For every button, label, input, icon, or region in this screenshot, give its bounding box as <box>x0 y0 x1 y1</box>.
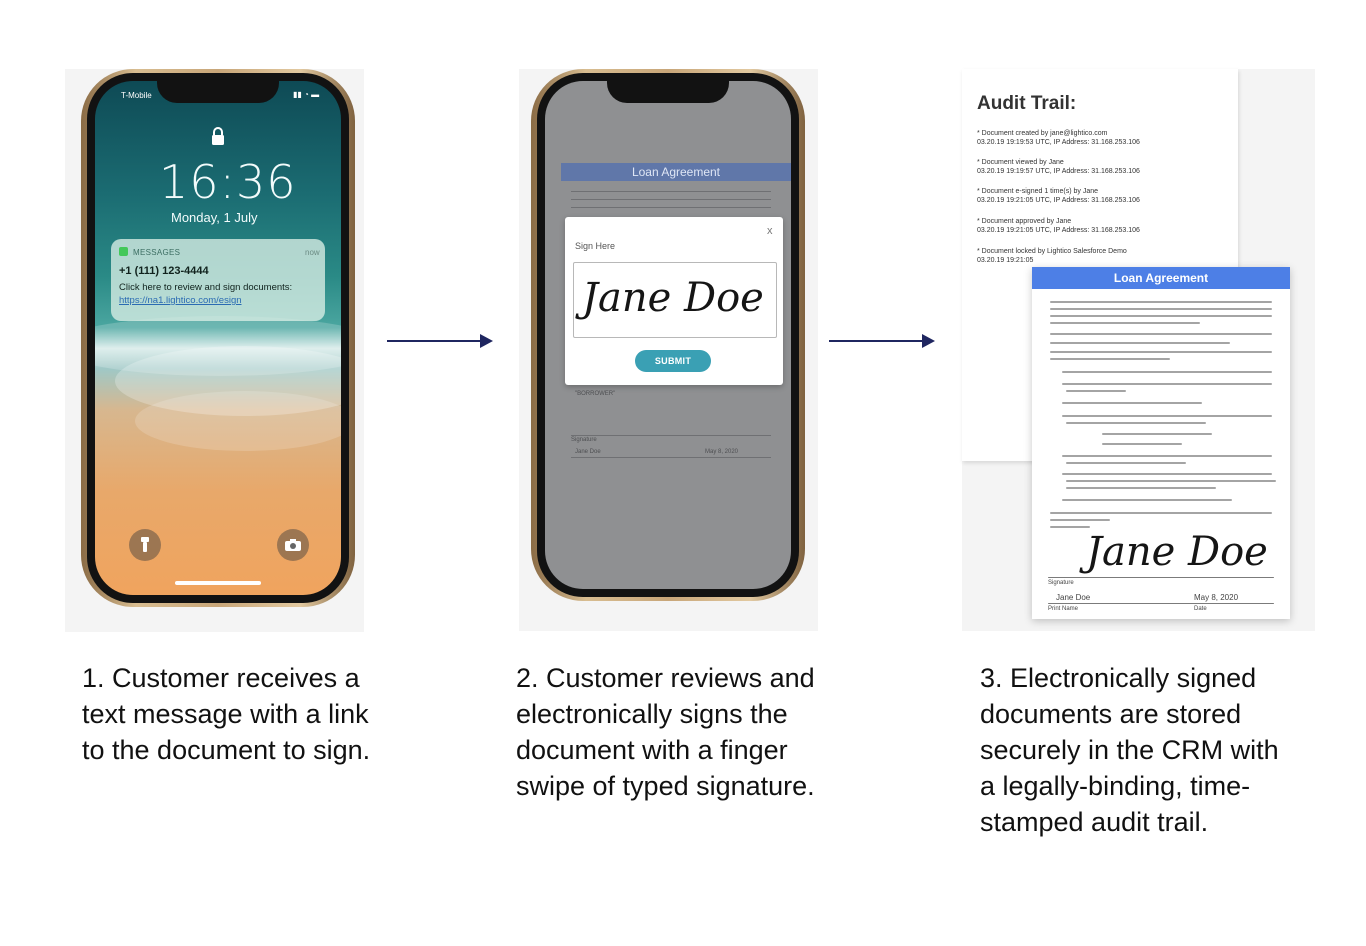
document-text-line <box>1050 519 1110 521</box>
audit-entry: * Document approved by Jane 03.20.19 19:21:05 UTC, IP Address: 31.168.253.106 <box>977 218 1140 234</box>
phone-frame <box>531 69 805 601</box>
carrier-label: T-Mobile <box>121 91 152 100</box>
notification-body: Click here to review and sign documents: <box>119 282 293 293</box>
signature-label: Signature <box>571 437 597 443</box>
flashlight-icon[interactable] <box>129 529 161 561</box>
printed-name: Jane Doe <box>575 449 601 455</box>
lock-date: Monday, 1 July <box>171 210 258 225</box>
document-text-line <box>1062 402 1202 404</box>
document-text-line <box>1050 526 1090 528</box>
print-name-label: Print Name <box>1048 606 1079 612</box>
phone-bezel <box>87 73 349 603</box>
signature-line <box>1048 577 1274 578</box>
step-3-caption: 3. Electronically signed documents are stored securely in the CRM with a legally-binding, time-stamped audit trail. <box>980 663 1279 837</box>
document-text-line <box>1050 351 1272 353</box>
arrow-shaft <box>387 340 481 342</box>
audit-entry: * Document viewed by Jane 03.20.19 19:19:57 UTC, IP Address: 31.168.253.106 <box>977 159 1140 175</box>
document-text-line <box>1050 333 1272 335</box>
document-text-line <box>1102 443 1182 445</box>
audit-trail-title: Audit Trail: <box>977 93 1077 114</box>
surf-wave <box>135 391 341 451</box>
phone-notch <box>607 81 729 103</box>
document-text-line <box>571 191 771 192</box>
sign-modal <box>565 217 783 385</box>
document-title-bar: Loan Agreement <box>561 163 791 181</box>
audit-entry: * Document e-signed 1 time(s) by Jane 03.20.19 19:21:05 UTC, IP Address: 31.168.253.106 <box>977 188 1140 204</box>
sign-date: May 8, 2020 <box>705 449 739 455</box>
printed-name: Jane Doe <box>1056 593 1091 602</box>
arrow-head <box>922 334 935 348</box>
lock-clock: 16:36 <box>159 155 297 209</box>
signature-line <box>571 435 771 436</box>
lock-icon <box>211 127 225 145</box>
signature-pad[interactable] <box>573 262 777 338</box>
step-1-image <box>65 69 364 632</box>
document-text-line <box>1062 371 1272 373</box>
loan-agreement-title: Loan Agreement <box>1032 267 1290 289</box>
notification-app-name: MESSAGES <box>133 248 181 257</box>
message-notification[interactable] <box>111 239 325 321</box>
borrower-label: "BORROWER" <box>575 391 616 397</box>
document-text-line <box>1066 480 1276 482</box>
document-text-line <box>1066 390 1126 392</box>
document-text-line <box>571 207 771 208</box>
step-2-caption: 2. Customer reviews and electronically signs the document with a finger swipe of typed signature. <box>516 663 815 801</box>
document-text-line <box>1066 422 1206 424</box>
document-text-line <box>1062 455 1272 457</box>
document-text-line <box>1102 433 1212 435</box>
document-text-line <box>1062 383 1272 385</box>
arrow-head <box>480 334 493 348</box>
document-text-line <box>1066 462 1186 464</box>
camera-icon[interactable] <box>277 529 309 561</box>
phone-bezel <box>537 73 799 597</box>
document-text-line <box>1050 512 1272 514</box>
document-text-line <box>1050 358 1170 360</box>
notification-sender: +1 (111) 123-4444 <box>119 265 209 277</box>
messages-app-icon <box>119 247 128 256</box>
document-text-line <box>1050 308 1272 310</box>
signing-screen <box>545 81 791 589</box>
status-icons: ▮▮ ◔ ▬ <box>293 90 320 99</box>
document-text-line <box>1062 473 1272 475</box>
phone-notch <box>157 81 279 103</box>
phone-frame <box>81 69 355 607</box>
step-1-caption: 1. Customer receives a text message with a link to the document to sign. <box>82 663 371 765</box>
audit-entry: * Document created by jane@lightico.com 03.20.19 19:19:53 UTC, IP Address: 31.168.253.106 <box>977 130 1140 146</box>
lock-screen <box>95 81 341 595</box>
name-line <box>571 457 771 458</box>
document-text-line <box>1050 342 1230 344</box>
document-text-line <box>1062 499 1232 501</box>
document-text-line <box>1050 315 1272 317</box>
date-label: Date <box>1194 606 1207 612</box>
esign-link[interactable]: https://na1.lightico.com/esign <box>119 295 242 306</box>
drawn-signature: Jane Doe <box>582 275 764 321</box>
signature-image: Jane Doe <box>1086 529 1268 575</box>
submit-button[interactable]: SUBMIT <box>635 350 711 372</box>
name-line <box>1048 603 1274 604</box>
loan-agreement-document <box>1032 267 1290 619</box>
document-text-line <box>1050 322 1200 324</box>
sign-date: May 8, 2020 <box>1194 593 1239 602</box>
audit-entry: * Document locked by Lightico Salesforce Demo 03.20.19 19:21:05 <box>977 248 1127 264</box>
document-text-line <box>1066 487 1216 489</box>
notification-time: now <box>305 248 320 257</box>
sign-here-label: Sign Here <box>575 241 616 251</box>
close-icon[interactable]: x <box>767 225 773 237</box>
document-text-line <box>1062 415 1272 417</box>
document-text-line <box>571 199 771 200</box>
signature-label: Signature <box>1048 580 1074 586</box>
arrow-shaft <box>829 340 923 342</box>
step-2-image <box>519 69 818 631</box>
step-3-image <box>962 69 1315 631</box>
home-indicator <box>175 581 261 585</box>
document-text-line <box>1050 301 1272 303</box>
